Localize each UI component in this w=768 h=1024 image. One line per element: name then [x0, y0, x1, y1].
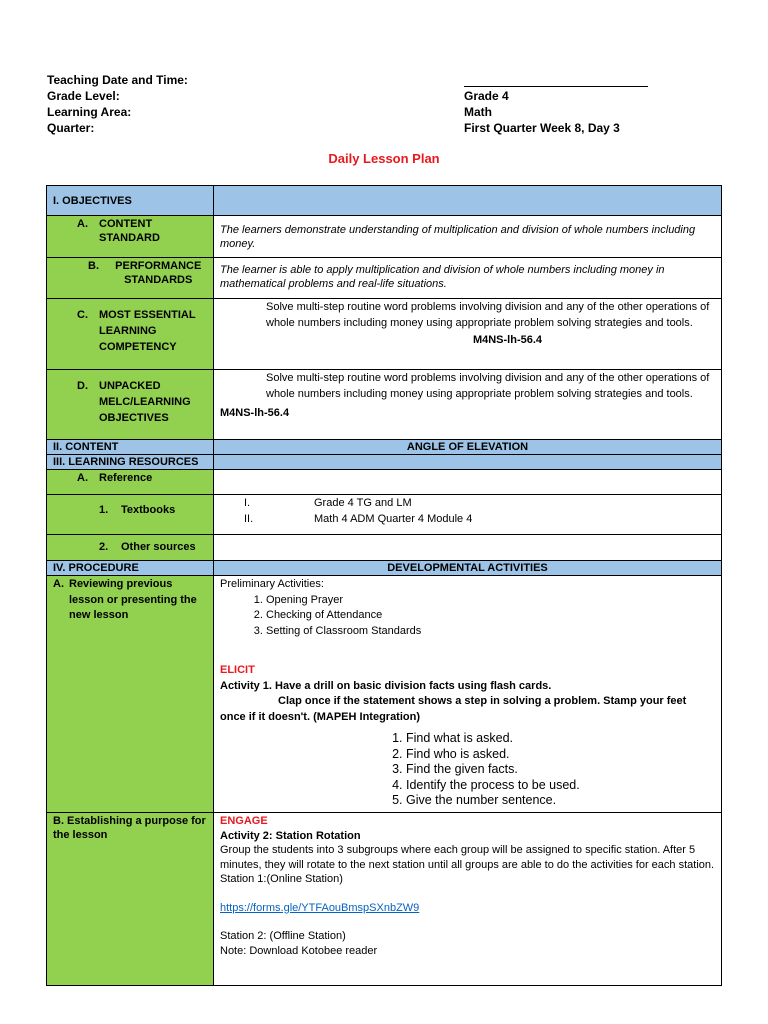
grade-level-value: Grade 4: [464, 89, 509, 103]
unpacked-row: [47, 370, 722, 440]
content-standard-text: The learners demonstrate understanding of multiplication and division of whole numbers including money.: [214, 216, 722, 258]
textbook-item: I. Grade 4 TG and LM: [244, 497, 412, 509]
other-sources-row: [47, 535, 722, 561]
procedure-a-row: [47, 576, 722, 813]
teaching-date-label: Teaching Date and Time:: [47, 73, 188, 87]
melc-label: MOST ESSENTIAL LEARNING COMPETENCY: [99, 309, 196, 353]
list-item: 3. Setting of Classroom Standards: [266, 624, 715, 640]
procedure-b-row: [47, 813, 722, 986]
objectives-heading: I. OBJECTIVES: [47, 186, 214, 216]
activity-2-desc: Group the students into 3 subgroups where each group will be assigned to specific station. After 5 minutes, they will rotate to the next station until all groups are able to do the activities for each station.: [220, 844, 715, 871]
quarter-label: Quarter:: [47, 121, 95, 135]
teaching-date-blank: [464, 72, 648, 87]
content-standard-label: CONTENT STANDARD: [99, 218, 160, 244]
content-label: II. CONTENT: [47, 440, 214, 455]
learning-area-label: Learning Area:: [47, 105, 132, 119]
procedure-value: DEVELOPMENTAL ACTIVITIES: [214, 561, 722, 576]
list-item: 5. Give the number sentence.: [406, 793, 715, 809]
reference-label: Reference: [99, 472, 153, 484]
content-standard-row: [47, 216, 722, 258]
list-item: 1. Opening Prayer: [266, 593, 715, 609]
melc-letter: C.: [77, 309, 88, 321]
content-value: ANGLE OF ELEVATION: [214, 440, 722, 455]
procedure-row: [47, 561, 722, 576]
prelim-heading: Preliminary Activities:: [220, 578, 324, 590]
procedure-a-letter: A.: [53, 578, 64, 590]
station-1: Station 1:(Online Station): [220, 873, 343, 885]
procedure-label: IV. PROCEDURE: [47, 561, 214, 576]
content-row: [47, 440, 722, 455]
textbooks-label: Textbooks: [121, 504, 176, 516]
performance-standards-label: PERFORMANCE STANDARDS: [115, 260, 202, 286]
performance-standards-text: The learner is able to apply multiplication and division of whole numbers including money in mathematical problems and real-life situations.: [214, 258, 722, 299]
reference-letter: A.: [77, 472, 88, 484]
activity-2-title: Activity 2: Station Rotation: [220, 829, 361, 842]
engage-phase: ENGAGE: [220, 815, 268, 827]
grade-level-label: Grade Level:: [47, 89, 120, 103]
activity-1-instruction: Clap once if the statement shows a step in solving a problem. Stamp your feet once if it doesn't. (MAPEH Integration): [220, 695, 687, 723]
resources-row: [47, 455, 722, 470]
melc-row: [47, 299, 722, 370]
textbooks-num: 1.: [99, 504, 109, 516]
elicit-phase: ELICIT: [220, 664, 255, 676]
performance-standards-row: [47, 258, 722, 299]
list-item: 1. Find what is asked.: [406, 731, 715, 747]
reference-row: [47, 470, 722, 495]
page-title: Daily Lesson Plan: [328, 151, 440, 166]
station-2: Station 2: (Offline Station): [220, 930, 346, 942]
objectives-row: [47, 186, 722, 216]
kotobee-note: Note: Download Kotobee reader: [220, 944, 378, 957]
unpacked-letter: D.: [77, 380, 88, 392]
list-item: 4. Identify the process to be used.: [406, 778, 715, 794]
unpacked-text: Solve multi-step routine word problems involving division and any of the other operations of whole numbers including money using appropriate problem solving strategies and tools.: [266, 372, 710, 400]
textbook-item: II. Math 4 ADM Quarter 4 Module 4: [244, 513, 473, 525]
resources-heading: III. LEARNING RESOURCES: [47, 455, 214, 470]
lesson-plan-table: [46, 185, 722, 986]
activity-1-title: Activity 1. Have a drill on basic division facts using flash cards.: [220, 679, 552, 692]
quarter-value: First Quarter Week 8, Day 3: [464, 121, 620, 135]
melc-code: M4NS-lh-56.4: [472, 334, 543, 346]
steps-list: [220, 731, 715, 809]
other-sources-label: Other sources: [121, 541, 196, 553]
forms-link[interactable]: https://forms.gle/YTFAouBmspSXnbZW9: [220, 901, 420, 914]
procedure-b-label: B. Establishing a purpose for the lesson: [47, 813, 214, 986]
textbooks-row: [47, 495, 722, 535]
unpacked-label: UNPACKED MELC/LEARNING OBJECTIVES: [99, 380, 191, 424]
performance-standards-letter: B.: [88, 260, 99, 272]
procedure-a-label: Reviewing previous lesson or presenting the new lesson: [69, 578, 197, 621]
learning-area-value: Math: [464, 105, 492, 119]
content-standard-letter: A.: [77, 218, 88, 230]
melc-text: Solve multi-step routine word problems involving division and any of the other operations of whole numbers including money using appropriate problem solving strategies and tools.: [266, 301, 710, 329]
header-labels: [47, 72, 188, 136]
header-values: [464, 72, 648, 136]
list-item: 2. Find who is asked.: [406, 747, 715, 763]
list-item: 2. Checking of Attendance: [266, 608, 715, 624]
unpacked-code: M4NS-lh-56.4: [220, 407, 290, 419]
list-item: 3. Find the given facts.: [406, 762, 715, 778]
prelim-list: [220, 593, 715, 640]
other-sources-num: 2.: [99, 541, 109, 553]
